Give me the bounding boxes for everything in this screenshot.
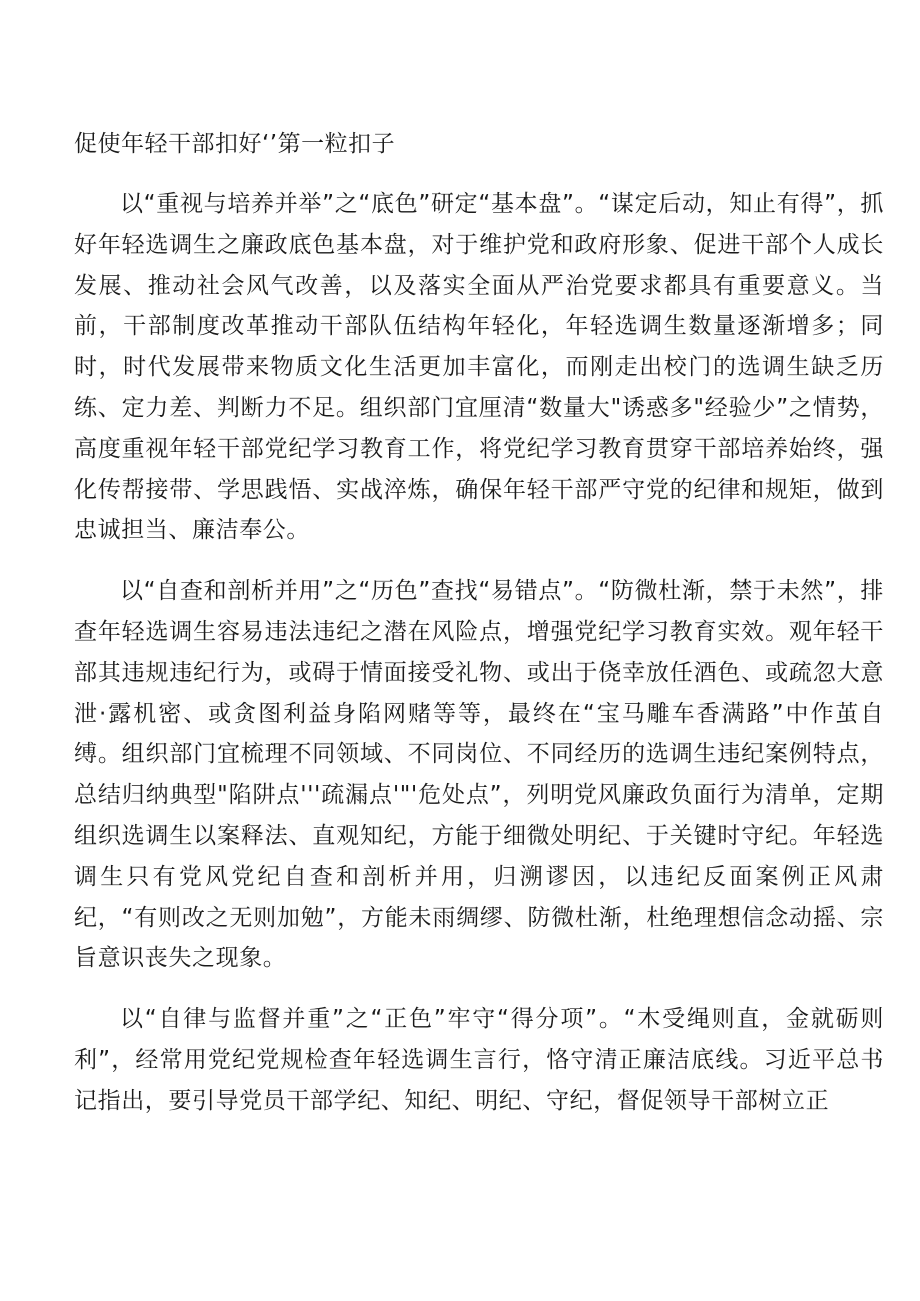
paragraph-risk-points: 以“自查和剖析并用”之“历色”查找“易错点”。“防微杜渐，禁于未然”，排查年轻选调生容易违法违纪之潜在风险点，增强党纪学习教育实效。观年轻干部其违规违纪行为，或碍于情面接受礼物、或出于侥幸放任酒色、或疏忽大意泄·露机密、或贪图利益身陷网赌等等，最终在“宝马雕车香满路”中作茧自缚。组织部门宜梳理不同领域、不同岗位、不同经历的选调生违纪案例特点，总结归纳典型"陷阱点'''疏漏点'"'危处点”，列明党风廉政负面行为清单，定期组织选调生以案释法、直观知纪，方能于细微处明纪、于关键时守纪。年轻选调生只有党风党纪自查和剖析并用，归溯谬因，以违纪反面案例正风肃纪，“有则改之无则加勉”，方能未雨绸缪、防微杜渐，杜绝理想信念动摇、宗旨意识丧失之现象。 (74, 578, 884, 972)
paragraph-self-discipline: 以“自律与监督并重”之“正色”牢守“得分项”。“木受绳则直，金就砺则利”，经常用党纪党规检查年轻选调生言行，恪守清正廉洁底线。习近平总书记指出，要引导党员干部学纪、知纪、明纪、守纪，督促领导干部树立正 (74, 1006, 884, 1114)
section-heading: 促使年轻干部扣好‘’第一粒扣子 (74, 131, 396, 157)
document-body (74, 124, 884, 1142)
paragraph-foundation: 以“重视与培养并举”之“底色”研定“基本盘”。“谋定后动，知止有得”，抓好年轻选调生之廉政底色基本盘，对于维护党和政府形象、促进干部个人成长发展、推动社会风气改善，以及落实全面从严治党要求都具有重要意义。当前，干部制度改革推动干部队伍结构年轻化，年轻选调生数量逐渐增多；同时，时代发展带来物质文化生活更加丰富化，而刚走出校门的选调生缺乏历练、定力差、判断力不足。组织部门宜厘清“数量大"诱惑多"经验少”之情势，高度重视年轻干部党纪学习教育工作，将党纪学习教育贯穿干部培养始终，强化传帮接带、学思践悟、实战淬炼，确保年轻干部严守党的纪律和规矩，做到忠诚担当、廉洁奉公。 (74, 191, 884, 544)
